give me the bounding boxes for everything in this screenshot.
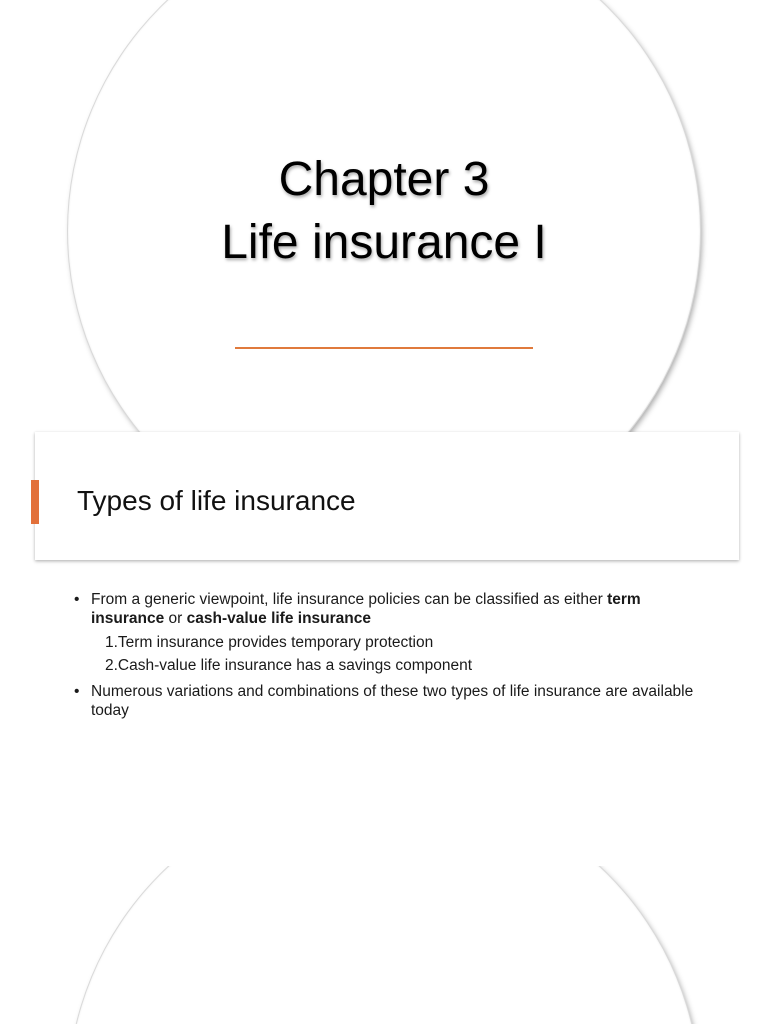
slide-title-line1: Chapter 3 bbox=[278, 153, 490, 206]
bullet-marker: • bbox=[74, 591, 80, 608]
bullet-text-part: or bbox=[164, 610, 187, 627]
bold-term: cash-value life insurance bbox=[186, 610, 371, 627]
slide-title-line2: Life insurance I bbox=[221, 216, 547, 269]
next-slide-preview bbox=[0, 866, 768, 1024]
heading-accent-bar bbox=[31, 480, 39, 524]
bullet-marker: • bbox=[74, 683, 80, 700]
title-slide bbox=[0, 0, 768, 432]
numbered-item: 2.Cash-value life insurance has a savings component bbox=[105, 657, 473, 674]
decorative-circle bbox=[68, 866, 700, 1024]
bullet-text bbox=[91, 590, 706, 628]
content-slide bbox=[0, 432, 768, 864]
bold-term: term insurance bbox=[91, 591, 641, 627]
bullet-text-part: From a generic viewpoint, life insurance policies can be classified as either bbox=[91, 591, 608, 608]
accent-divider bbox=[235, 347, 533, 349]
bullet-text: Numerous variations and combinations of these two types of life insurance are available today bbox=[91, 683, 694, 719]
numbered-item: 1.Term insurance provides temporary protection bbox=[105, 634, 434, 651]
slide-heading: Types of life insurance bbox=[77, 485, 356, 516]
